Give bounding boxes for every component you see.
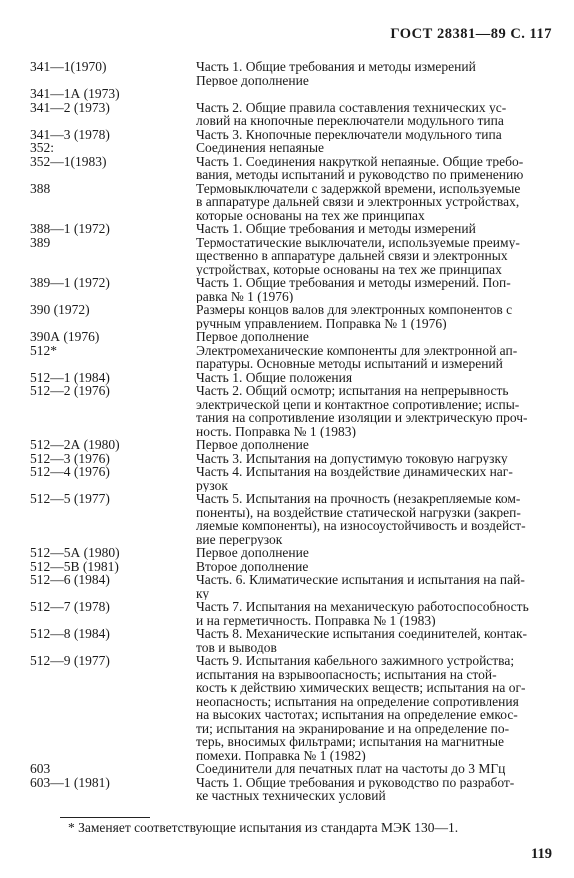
standard-title-line: Соединения непаяные — [196, 141, 325, 155]
standard-entry — [0, 128, 574, 142]
standard-code: 352: — [30, 140, 55, 155]
standard-title-line: тания на сопротивление изоляции и электрическую проч- — [196, 411, 528, 425]
standard-title-line: Соединители для печатных плат на частоты до 3 МГц — [196, 762, 506, 776]
standard-title — [196, 371, 554, 385]
standard-title — [196, 384, 554, 438]
standard-entry — [0, 276, 574, 303]
standard-title — [196, 560, 554, 574]
standard-title-line: электрической цепи и контактное сопротивление; испы- — [196, 397, 520, 411]
standard-code: 512—4 (1976) — [30, 464, 110, 479]
standard-title-line: поненты), на воздействие статической нагрузки (закреп- — [196, 505, 521, 519]
standard-code: 512—5 (1977) — [30, 491, 110, 506]
standard-title — [196, 492, 554, 546]
standard-code: 352—1(1983) — [30, 153, 107, 169]
standard-title — [196, 762, 554, 776]
standard-title-line: паратуры. Основные методы испытаний и измерений — [196, 357, 503, 371]
standard-title-line: Первое дополнение — [196, 73, 309, 87]
standard-entry — [0, 155, 574, 182]
standard-title-line: терь, вносимых фильтрами; испытания на магнитные — [196, 735, 505, 749]
standard-title-line: Электромеханические компоненты для электронной ап- — [196, 343, 518, 357]
standard-title-line: Часть 9. Испытания кабельного зажимного устройства; — [196, 654, 515, 668]
page-number: 119 — [531, 846, 552, 862]
standard-title-line: Часть 4. Испытания на воздействие динамических наг- — [196, 465, 513, 479]
standard-title — [196, 546, 554, 560]
standard-title — [196, 600, 554, 627]
standard-title-line: ляемые компоненты), на износоустойчивость и воздейст- — [196, 519, 526, 533]
standard-code: 388 — [30, 180, 51, 196]
standard-title-line: Часть 8. Механические испытания соединителей, контак- — [196, 627, 528, 641]
standard-code: 512—7 (1978) — [30, 599, 110, 614]
standard-title-line: Часть 1. Соединения накруткой непаяные. Общие требо- — [196, 154, 524, 168]
standard-title — [196, 236, 554, 277]
standard-title — [196, 222, 554, 236]
standard-entry — [0, 492, 574, 546]
standard-title — [196, 452, 554, 466]
standard-title — [196, 330, 554, 344]
standard-title — [196, 776, 554, 803]
standard-title — [196, 303, 554, 330]
footnote: * Заменяет соответствующие испытания из стандарта МЭК 130—1. — [68, 820, 459, 835]
standard-title-line: ручным управлением. Поправка № 1 (1976) — [196, 316, 447, 330]
standard-title-line: рузок — [196, 478, 228, 492]
standard-code: 341—1(1970) — [30, 59, 107, 74]
standard-code: 341—2 (1973) — [30, 99, 110, 115]
standard-title-line: Первое дополнение — [196, 330, 309, 344]
standard-entry — [0, 236, 574, 277]
standard-title-line: Часть 2. Общие правила составления технических ус- — [196, 100, 507, 114]
standard-title — [196, 438, 554, 452]
standard-entry — [0, 384, 574, 438]
standard-title — [196, 344, 554, 371]
standard-title-line: Часть 1. Общие требования и методы измерений. Поп- — [196, 276, 511, 290]
standard-title-line: щественно в аппаратуре дальней связи и электронных — [196, 249, 508, 263]
standard-entry — [0, 600, 574, 627]
standard-entry — [0, 141, 574, 155]
standard-title-line: равка № 1 (1976) — [196, 289, 294, 303]
standard-title — [196, 87, 554, 101]
standard-code: 603—1 (1981) — [30, 774, 110, 790]
standard-title-line: помехи. Поправка № 1 (1982) — [196, 748, 366, 762]
standard-title — [196, 465, 554, 492]
standard-entry — [0, 654, 574, 762]
footnote-rule — [60, 817, 150, 818]
standard-code: 390 (1972) — [30, 302, 90, 317]
standard-entry — [0, 182, 574, 223]
standard-title — [196, 627, 554, 654]
standard-title — [196, 654, 554, 762]
standard-entry — [0, 101, 574, 128]
standard-entry — [0, 303, 574, 330]
standard-title-line: Второе дополнение — [196, 559, 309, 573]
standard-code: 341—1А (1973) — [30, 86, 120, 101]
standard-title-line: Первое дополнение — [196, 438, 309, 452]
standard-code: 389—1 (1972) — [30, 275, 110, 290]
standard-code: 512* — [30, 342, 57, 358]
standard-code: 512—3 (1976) — [30, 450, 110, 466]
standard-title — [196, 276, 554, 303]
standard-entry — [0, 344, 574, 371]
standards-list — [0, 60, 574, 803]
standard-entry — [0, 452, 574, 466]
standard-title-line: Часть 1. Общие требования и методы измерений — [196, 222, 476, 236]
standard-code: 512—2А (1980) — [30, 437, 120, 452]
standard-title-line: ке частных технических условий — [196, 789, 386, 803]
standard-entry — [0, 60, 574, 87]
standard-title-line: неопасность; испытания на определение сопротивления — [196, 694, 519, 708]
standard-title-line: тов и выводов — [196, 640, 277, 654]
standard-entry — [0, 222, 574, 236]
standard-title-line: Часть 5. Испытания на прочность (незакрепляемые ком- — [196, 492, 521, 506]
standard-code: 512—5А (1980) — [30, 545, 120, 560]
standard-entry — [0, 438, 574, 452]
standard-entry — [0, 465, 574, 492]
standard-title-line: ти; испытания на экранирование и на определение по- — [196, 721, 510, 735]
standard-entry — [0, 371, 574, 385]
standard-code: 512—6 (1984) — [30, 572, 110, 587]
standard-title-line: Размеры концов валов для электронных компонентов с — [196, 303, 513, 317]
standard-entry — [0, 776, 574, 803]
standard-title-line: Часть 1. Общие положения — [196, 370, 353, 384]
standard-entry — [0, 627, 574, 654]
standard-entry — [0, 762, 574, 776]
standard-title-line: Первое дополнение — [196, 546, 309, 560]
standard-code: 603 — [30, 761, 51, 776]
standard-title-line: Часть 1. Общие требования и методы измерений — [196, 60, 476, 74]
standard-title-line: Часть 3. Кнопочные переключатели модульного типа — [196, 127, 502, 141]
standard-title-line: вие перегрузок — [196, 532, 283, 546]
standard-code: 512—1 (1984) — [30, 369, 110, 385]
standard-code: 512—5В (1981) — [30, 558, 119, 574]
standard-title-line: и на герметичность. Поправка № 1 (1983) — [196, 613, 436, 627]
running-header: ГОСТ 28381—89 С. 117 — [390, 26, 552, 42]
standard-title — [196, 141, 554, 155]
standard-title-line: Часть 3. Испытания на допустимую токовую нагрузку — [196, 451, 508, 465]
standard-code: 512—2 (1976) — [30, 383, 110, 398]
standard-title-line: ловий на кнопочные переключатели модульного типа — [196, 114, 504, 128]
standard-title-line: устройствах, которые основаны на тех же принципах — [196, 262, 502, 276]
standard-title-line: которые основаны на тех же принципах — [196, 208, 425, 222]
standard-entry — [0, 573, 574, 600]
standard-title-line: Часть 1. Общие требования и руководство по разработ- — [196, 775, 515, 789]
standard-entry — [0, 560, 574, 574]
standard-title — [196, 101, 554, 128]
standard-title — [196, 128, 554, 142]
standard-title-line: на высоких частотах; испытания на определение емкос- — [196, 708, 518, 722]
standard-code: 388—1 (1972) — [30, 221, 110, 236]
standard-title-line: Часть. 6. Климатические испытания и испытания на пай- — [196, 573, 525, 587]
standard-entry — [0, 330, 574, 344]
standard-code: 389 — [30, 234, 51, 250]
standard-title-line: ность. Поправка № 1 (1983) — [196, 424, 357, 438]
standard-title — [196, 182, 554, 223]
standard-title-line: Термовыключатели с задержкой времени, используемые — [196, 181, 521, 195]
standard-title — [196, 155, 554, 182]
standard-code: 512—8 (1984) — [30, 626, 110, 641]
standard-code: 512—9 (1977) — [30, 653, 110, 668]
standard-entry — [0, 546, 574, 560]
standard-title-line: Термостатические выключатели, используемые преиму- — [196, 235, 520, 249]
standard-title-line: кость к действию химических веществ; испытания на ог- — [196, 681, 526, 695]
standard-title — [196, 573, 554, 600]
standard-title-line: ку — [196, 586, 210, 600]
standard-title — [196, 60, 554, 87]
standard-title-line: в аппаратуре дальней связи и электронных устройствах, — [196, 195, 520, 209]
standard-code: 390А (1976) — [30, 329, 100, 344]
standard-title-line: вания, методы испытаний и руководство по применению — [196, 168, 524, 182]
standard-title-line: Часть 7. Испытания на механическую работоспособность — [196, 600, 529, 614]
standard-title-line: Часть 2. Общий осмотр; испытания на непрерывность — [196, 384, 509, 398]
standard-entry — [0, 87, 574, 101]
standard-title-line: испытания на взрывоопасность; испытания на стой- — [196, 667, 497, 681]
standard-code: 341—3 (1978) — [30, 126, 110, 142]
